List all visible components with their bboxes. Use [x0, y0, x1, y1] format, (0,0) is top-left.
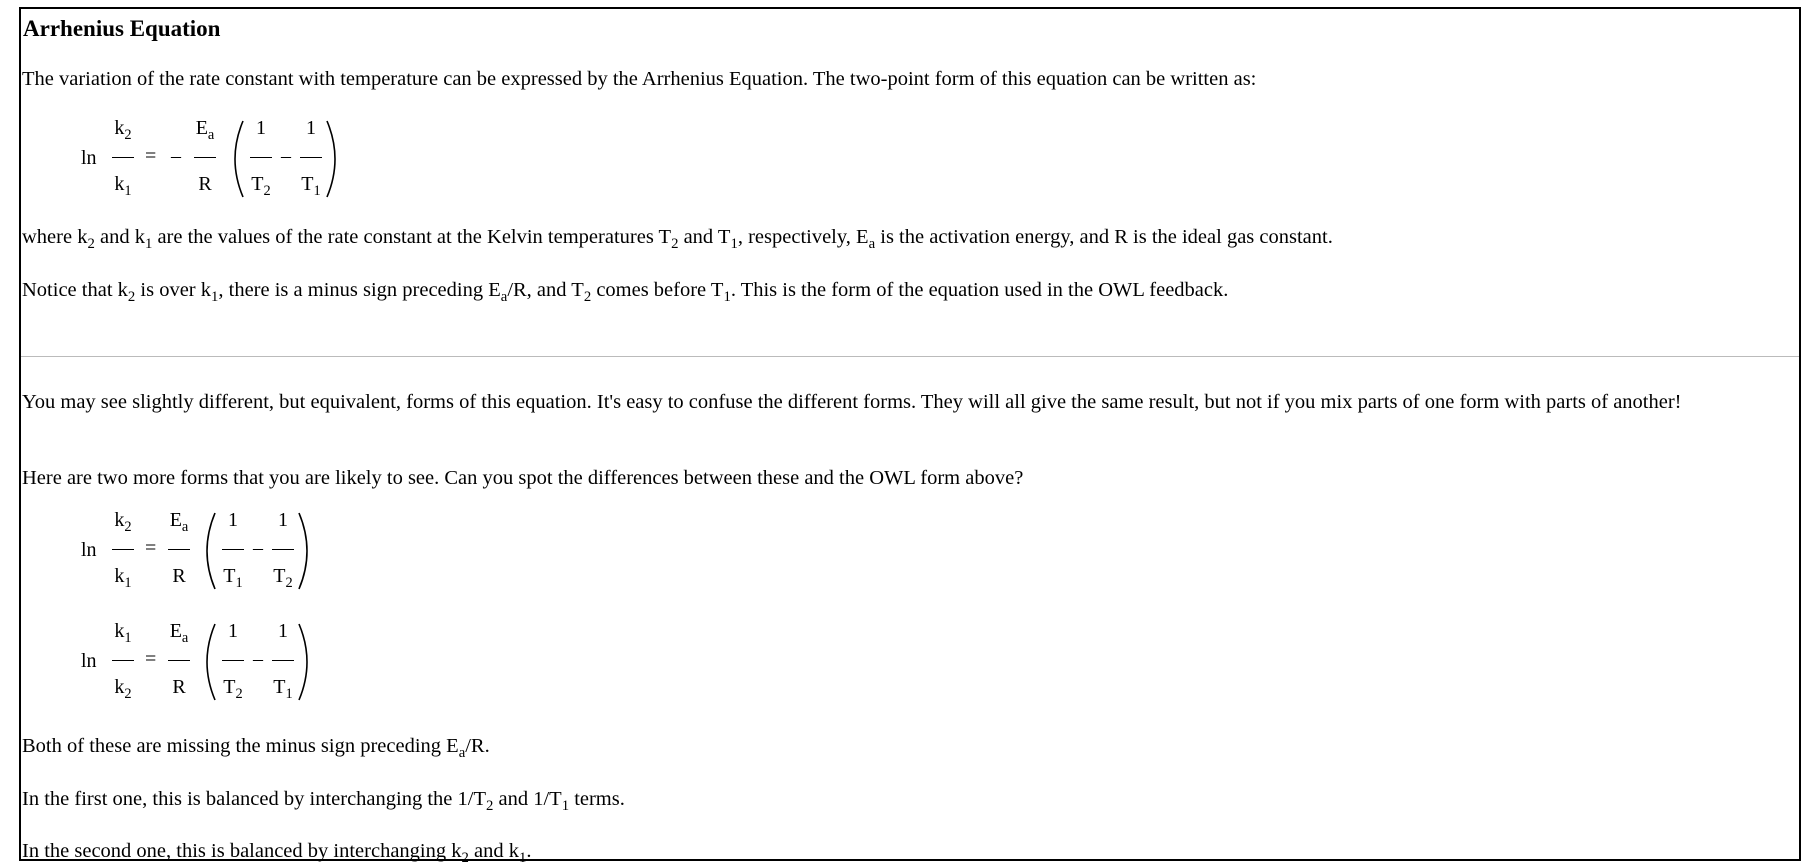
right-paren [293, 505, 319, 597]
right-paren [293, 616, 319, 708]
ln-label: ln [81, 650, 97, 672]
equals-sign: = [145, 145, 157, 167]
left-paren [223, 113, 249, 205]
equals-sign: = [145, 648, 157, 670]
two-more-forms-paragraph: Here are two more forms that you are likely to see. Can you spot the differences between these and the OWL form above? [22, 467, 1024, 489]
ln-label: ln [81, 147, 97, 169]
second-one-paragraph: In the second one, this is balanced by interchanging $k_2$ and $k_1$. [22, 840, 532, 866]
inner-minus-sign: – [281, 145, 291, 167]
equals-sign: = [145, 537, 157, 559]
inner-minus-sign: – [253, 537, 263, 559]
ln-label: ln [81, 539, 97, 561]
intro-paragraph: The variation of the rate constant with temperature can be expressed by the Arrhenius Equation. The two-point form of this equation can be written as: [22, 68, 1257, 90]
where-paragraph: where $k_2$ and $k_1$ are the values of the rate constant at the Kelvin temperatures $T_2$ and $T_1$, respectively, $E_a$ is the activation energy, and R is the ideal gas constant. [22, 226, 1333, 253]
notice-paragraph: Notice that $k_2$ is over $k_1$, there is a minus sign preceding $E_a/R$, and $T_2$ comes before $T_1$. This is the form of the equation used in the OWL feedback. [22, 279, 1229, 306]
section-divider [21, 356, 1799, 357]
content-frame: Arrhenius Equation The variation of the rate constant with temperature can be expressed by the Arrhenius Equation. The two-point form of this equation can be written as: ln $k_2$ $k_1$ = – $E_a$ R 1 $T_2$ – 1 $T_1$ where $k_2$ and $k_1$ are the values of the rate constant at the Kelvin temperatures $T_2$ and $T_1$, respectively, $E_a$ is the activation energy, and R is the ideal gas constant. Notice that $k_2$ is over $k_1$, there is a minus sign preceding $E_a/R$, and $T_2$ comes before $T_1$. This is the form of the equation used in the OWL feedback. You may see slightly different, but equivalent, forms of this equation. It's easy to confuse the different forms. They will all give the same result, but not if you mix parts of one form with parts of another! Here are two more forms that you are likely to see. Can you spot the differences between these and the OWL form above? ln $k_2$ $k_1$ = $E_a$ R 1 $T_1$ – 1 $T_2$ ln $k_1$ $k_2$ = $E_a$ R 1 $T_2$ – 1 $T_1$ Both of these are missing the minus sign preceding $E_a/R$. In the first one, this is balanced by interchanging the $1/T_2$ and $1/T_1$ terms. In the second one, this is balanced by interchanging $k_2$ and $k_1$. [19, 7, 1801, 861]
left-paren [195, 616, 221, 708]
page-title: Arrhenius Equation [23, 16, 221, 41]
first-one-paragraph: In the first one, this is balanced by interchanging the $1/T_2$ and $1/T_1$ terms. [22, 788, 625, 815]
leading-minus-sign: – [171, 145, 181, 167]
right-paren [321, 113, 347, 205]
both-missing-paragraph: Both of these are missing the minus sign preceding $E_a/R$. [22, 735, 490, 762]
different-forms-paragraph: You may see slightly different, but equivalent, forms of this equation. It's easy to confuse the different forms. They will all give the same result, but not if you mix parts of one form with parts of another! [22, 391, 1682, 413]
inner-minus-sign: – [253, 648, 263, 670]
left-paren [195, 505, 221, 597]
